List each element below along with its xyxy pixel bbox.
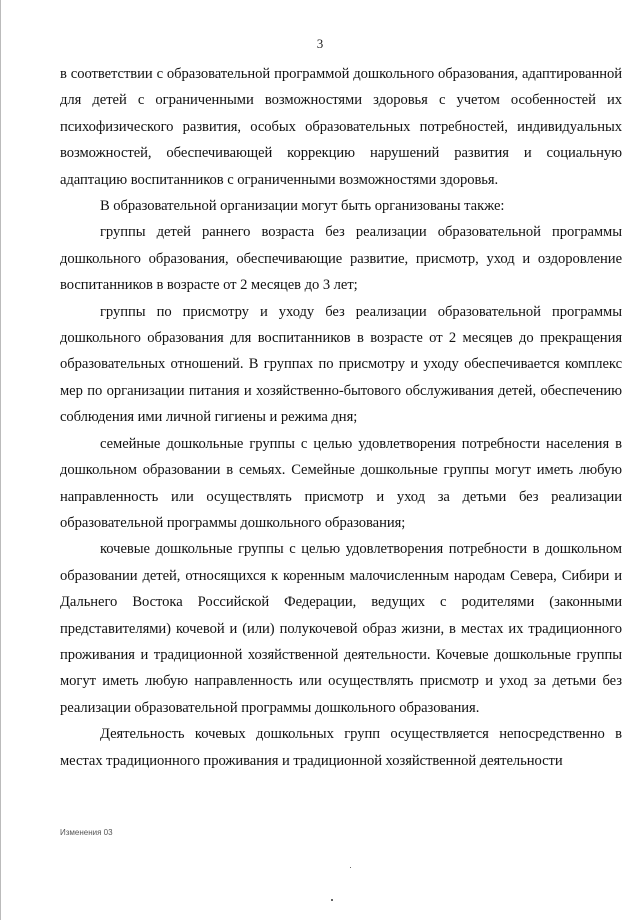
paragraph-4: группы по присмотру и уходу без реализации образовательной программы дошкольного образования для воспитанников в возрасте от 2 месяцев до прекращения образовательных отношений. В группах по присмотру и уходу обеспечивается комплекс мер по организации питания и хозяйственно-бытового обслуживания детей, обеспечению соблюдения ими личной гигиены и режима дня; xyxy=(60,303,622,426)
body-text xyxy=(60,61,622,774)
scan-speck xyxy=(331,899,333,901)
paragraph-3: группы детей раннего возраста без реализации образовательной программы дошкольного образования, обеспечивающие развитие, присмотр, уход и оздоровление воспитанников в возрасте от 2 месяцев до 3 лет; xyxy=(60,224,622,294)
paragraph-6: кочевые дошкольные группы с целью удовлетворения потребности в дошкольном образовании детей, относящихся к коренным малочисленным народам Севера, Сибири и Дальнего Востока Российской Федерации, ведущих с родителями (законными представителями) кочевой и (или) полукочевой образ жизни, в местах их традиционного проживания и традиционной хозяйственной деятельности. Кочевые дошкольные группы могут иметь любую направленность или осуществлять присмотр и уход за детьми без реализации образовательной программы дошкольного образования. xyxy=(60,541,622,716)
scan-speck xyxy=(350,867,351,868)
paragraph-1: в соответствии с образовательной программой дошкольного образования, адаптированной для детей с ограниченными возможностями здоровья с учетом особенностей их психофизического развития, особых образовательных потребностей, индивидуальных возможностей, обеспечивающей коррекцию нарушений развития и социальную адаптацию воспитанников с ограниченными возможностями здоровья. xyxy=(60,66,622,188)
scan-edge-line xyxy=(0,0,1,920)
paragraph-7: Деятельность кочевых дошкольных групп осуществляется непосредственно в местах традиционного проживания и традиционной хозяйственной деятельности xyxy=(60,726,622,769)
footer-revision-note: Изменения 03 xyxy=(60,828,113,837)
paragraph-2: В образовательной организации могут быть организованы также: xyxy=(100,198,505,215)
page-number: 3 xyxy=(316,36,324,51)
paragraph-5: семейные дошкольные группы с целью удовлетворения потребности населения в дошкольном образовании в семьях. Семейные дошкольные группы могут иметь любую направленность или осуществлять присмотр и уход за детьми без реализации образовательной программы дошкольного образования; xyxy=(60,435,622,531)
